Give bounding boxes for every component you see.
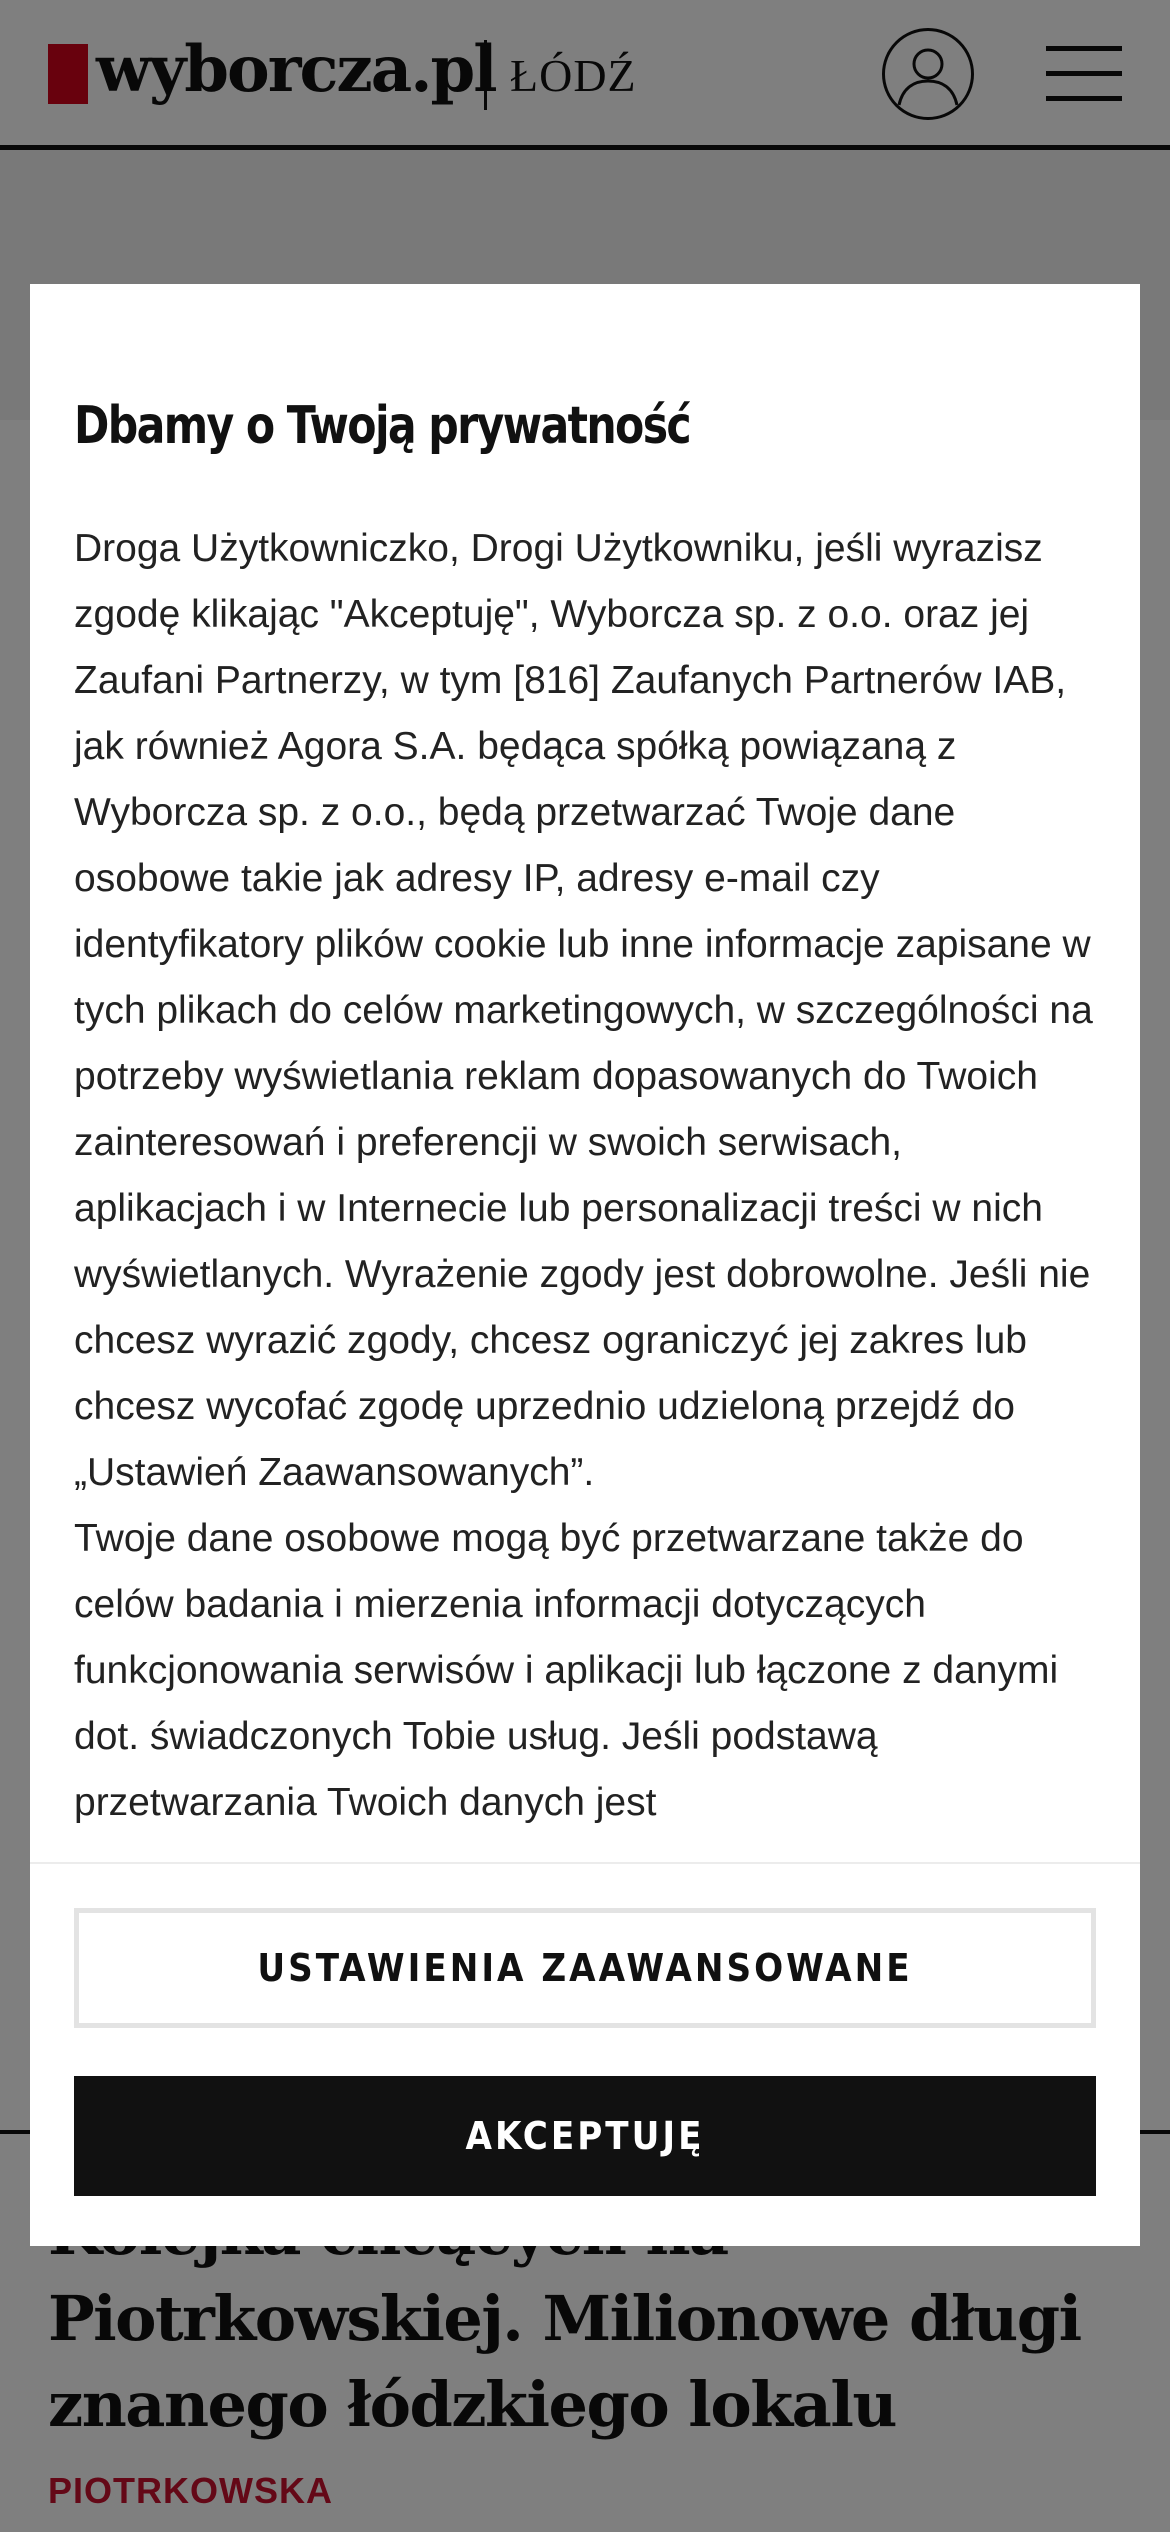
consent-actions: [30, 1862, 1140, 2246]
advanced-settings-button[interactable]: USTAWIENIA ZAAWANSOWANE: [74, 1908, 1096, 2028]
consent-title: Dbamy o Twoją prywatność: [74, 396, 691, 456]
privacy-consent-dialog: [30, 284, 1140, 2246]
accept-button[interactable]: AKCEPTUJĘ: [74, 2076, 1096, 2196]
consent-text: [74, 516, 1104, 1836]
consent-scroll-area[interactable]: [30, 284, 1140, 1862]
consent-paragraph: Droga Użytkowniczko, Drogi Użytkowniku, jeśli wyrazisz zgodę klikając "Akceptuję", Wyborcza sp. z o.o. oraz jej Zaufani Partnerzy, w tym [816] Zaufanych Partnerów IAB, jak również Agora S.A. będąca spółką powiązaną z Wyborcza sp. z o.o., będą przetwarzać Twoje dane osobowe takie jak adresy IP, adresy e-mail czy identyfikatory plików cookie lub inne informacje zapisane w tych plikach do celów marketingowych, w szczególności na potrzeby wyświetlania reklam dopasowanych do Twoich zainteresowań i preferencji w swoich serwisach, aplikacjach i w Internecie lub personalizacji treści w nich wyświetlanych. Wyrażenie zgody jest dobrowolne. Jeśli nie chcesz wyrazić zgody, chcesz ograniczyć jej zakres lub chcesz wycofać zgodę uprzednio udzieloną przejdź do „Ustawień Zaawansowanych”.: [74, 527, 1093, 1494]
consent-paragraph: Twoje dane osobowe mogą być przetwarzane także do celów badania i mierzenia informacji dotyczących funkcjonowania serwisów i aplikacji lub łączone z danymi dot. świadczonych Tobie usług. Jeśli podstawą przetwarzania Twoich danych jest: [74, 1517, 1059, 1824]
